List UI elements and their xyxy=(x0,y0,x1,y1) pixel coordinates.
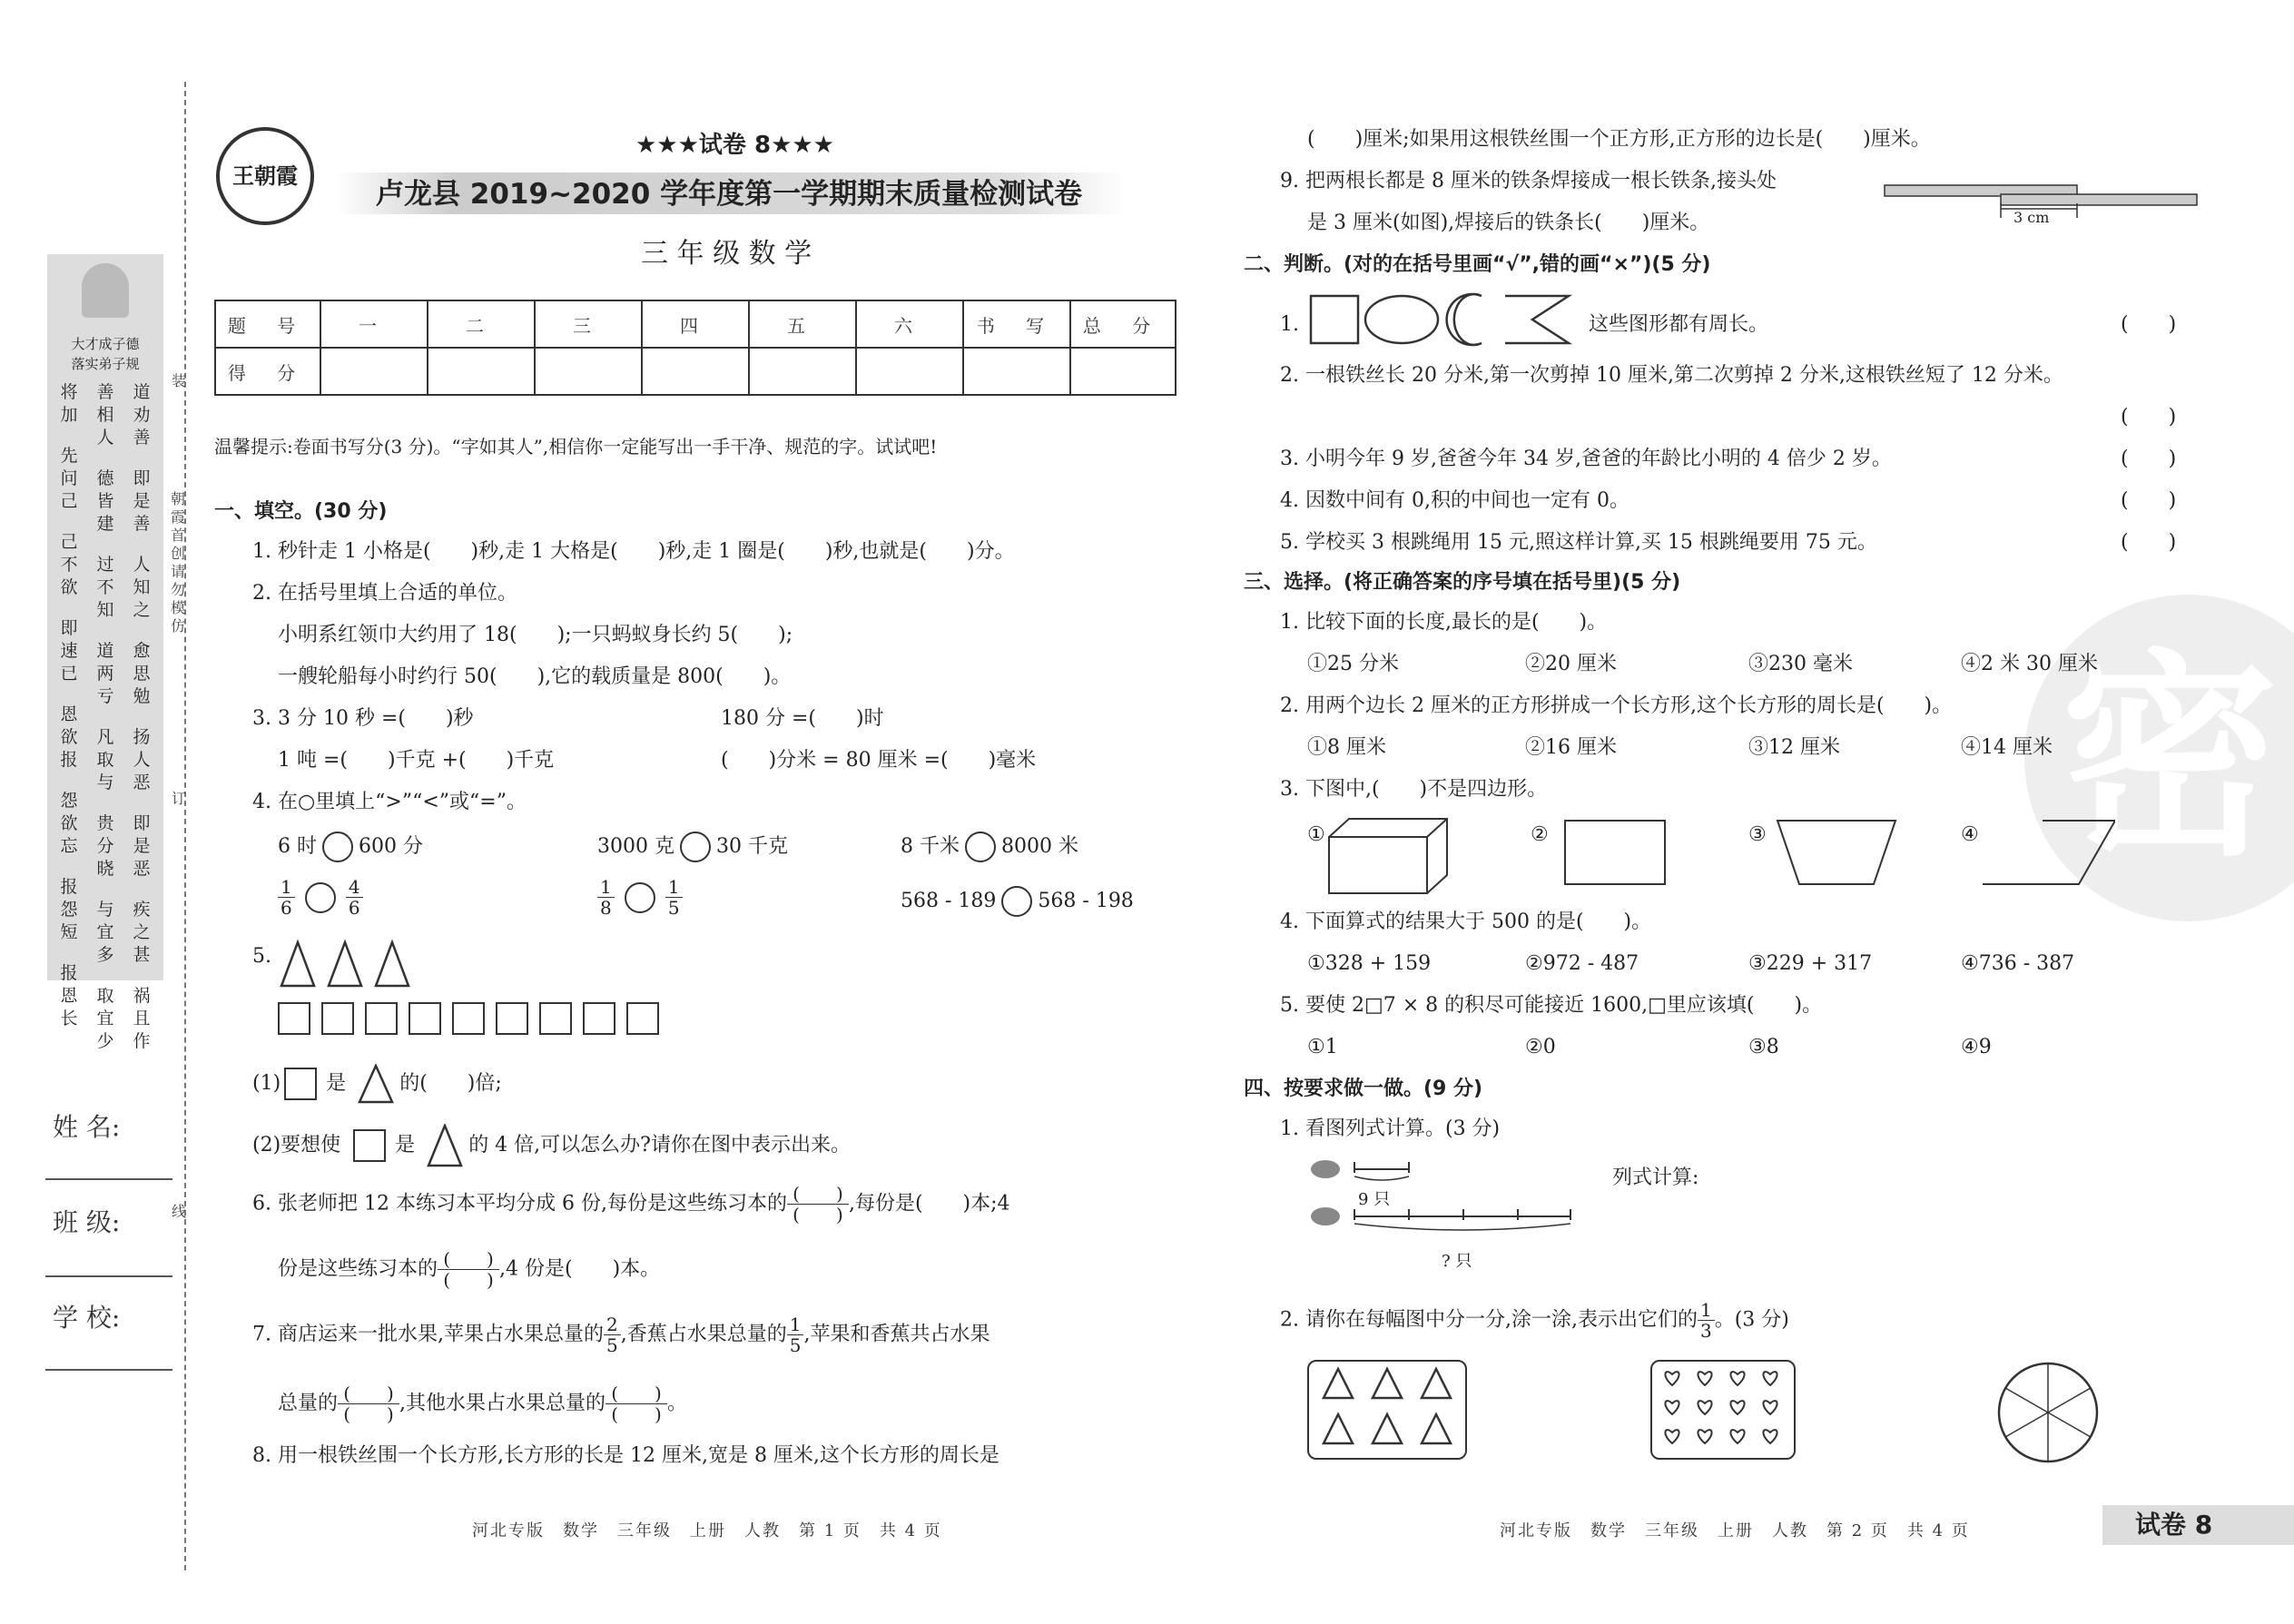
s2-q1-text: 这些图形都有周长。 xyxy=(1589,313,1769,336)
q7-line1: 7. 商店运来一批水果,苹果占水果总量的 $\frac{2}{5}$ ,香蕉占水果总量的 $\frac{1}{5}$ ,苹果和香蕉共占水果 xyxy=(252,1314,990,1356)
answer-paren[interactable]: ( ) xyxy=(2121,489,2177,512)
fraction-blank[interactable]: ( ) ( ) xyxy=(605,1383,667,1424)
s3-q5-text: 5. 要使 2□7 × 8 的积尽可能接近 1600,□里应该填( )。 xyxy=(1280,994,1823,1017)
square-icon xyxy=(626,1002,659,1035)
option[interactable]: ②0 xyxy=(1525,1036,1556,1058)
confidential-watermark: 密 xyxy=(2024,595,2294,921)
heart-icon xyxy=(1698,1430,1711,1443)
option[interactable]: ①25 分米 xyxy=(1307,653,1399,675)
s3-q2-text: 2. 用两个边长 2 厘米的正方形拼成一个长方形,这个长方形的周长是( )。 xyxy=(1280,694,1953,717)
score-cell: 一 xyxy=(320,300,428,348)
binding-mark-3: 线 xyxy=(171,1203,186,1220)
footer-left: 河北专版 数学 三年级 上册 人教 第 1 页 共 4 页 xyxy=(472,1521,942,1540)
compare-circle[interactable] xyxy=(1001,886,1032,917)
q5-2: (2)要想使 是 的 4 倍,可以怎么办?请你在图中表示出来。 xyxy=(252,1124,851,1167)
option[interactable]: ② xyxy=(1531,823,1549,846)
triangle-icon xyxy=(281,942,314,986)
motto-cell: 祸且作 xyxy=(133,986,151,1051)
compare-circle[interactable] xyxy=(625,882,655,913)
heart-icon xyxy=(1665,1372,1679,1385)
square-icon xyxy=(539,1002,572,1035)
square-icon xyxy=(365,1002,398,1035)
motto-cell: 凡取与 xyxy=(96,727,114,792)
motto-cell: 即速已 xyxy=(60,618,78,684)
triangle-icon xyxy=(1324,1369,1353,1398)
motto-cell: 即是善 xyxy=(133,468,151,534)
school-field[interactable] xyxy=(45,1369,172,1371)
name-field[interactable] xyxy=(45,1178,172,1180)
section3-title: 三、选择。(将正确答案的序号填在括号里)(5 分) xyxy=(1244,571,1681,594)
motto-cell: 取宜少 xyxy=(96,986,114,1051)
square-icon xyxy=(278,1002,310,1035)
motto-cell: 愈思勉 xyxy=(133,641,151,706)
option[interactable]: ① xyxy=(1307,823,1325,846)
option[interactable]: ②972 - 487 xyxy=(1525,952,1639,975)
motto-cell: 善相人 xyxy=(96,382,114,448)
q1-text: 1. 秒针走 1 小格是( )秒,走 1 大格是( )秒,走 1 圈是( )秒,也就是( )分。 xyxy=(252,540,1015,563)
score-label: 得 分 xyxy=(215,348,320,395)
crescent-icon xyxy=(1447,294,1482,345)
score-input[interactable] xyxy=(749,348,856,395)
comparison-diagram xyxy=(1307,1153,1580,1253)
option[interactable]: ④736 - 387 xyxy=(1961,952,2075,975)
heart-icon xyxy=(1730,1430,1744,1443)
q6-line1: 6. 张老师把 12 本练习本平均分成 6 份,每份是这些练习本的 ( ) ( ) ,每份是( )本;4 xyxy=(252,1183,1010,1225)
side-stamp: 朝霞首创请勿模仿 xyxy=(170,490,185,635)
score-cell: 二 xyxy=(428,300,535,348)
cuboid-icon xyxy=(1325,815,1452,897)
motto-cell: 德皆建 xyxy=(96,468,114,534)
s2-q2-text: 2. 一根铁丝长 20 分米,第一次剪掉 10 厘米,第二次剪掉 2 分米,这根铁丝短了 12 分米。 xyxy=(1280,364,2063,387)
motto-cell: 报怨短 xyxy=(60,877,78,942)
q4b: 3000 克 30 千克 xyxy=(597,832,788,862)
name-label: 姓 名: xyxy=(53,1112,121,1142)
paper-tag-footer: 试卷 8 xyxy=(2135,1510,2213,1540)
heart-icon xyxy=(1730,1401,1744,1414)
heart-icon xyxy=(1763,1430,1777,1443)
motto-cell: 道劝善 xyxy=(133,382,151,448)
q2-text: 2. 在括号里填上合适的单位。 xyxy=(252,582,517,605)
square-icon xyxy=(353,1129,386,1162)
motto-cell: 过不知 xyxy=(96,555,114,620)
logo-seal xyxy=(216,127,314,225)
shapes-figure xyxy=(1307,292,1580,347)
s3-q3-text: 3. 下图中,( )不是四边形。 xyxy=(1280,778,1548,801)
paper-tag: ★★★试卷 8★★★ xyxy=(635,132,834,159)
binding-mark-1: 装 xyxy=(171,372,186,389)
score-cell: 五 xyxy=(749,300,856,348)
section2-title: 二、判断。(对的在括号里画“√”,错的画“×”)(5 分) xyxy=(1244,253,1711,276)
option[interactable]: ③229 + 317 xyxy=(1748,952,1873,975)
triangle-icon xyxy=(1422,1369,1451,1398)
answer-paren[interactable]: ( ) xyxy=(2121,313,2177,336)
motto-cell: 贵分晓 xyxy=(96,813,114,879)
triangle-icon xyxy=(1422,1414,1451,1443)
diagram-label-1: 9 只 xyxy=(1358,1190,1391,1209)
heart-icon xyxy=(1730,1372,1744,1385)
heart-icon xyxy=(1665,1401,1679,1414)
option[interactable]: ②20 厘米 xyxy=(1525,653,1617,675)
q3a-text: 3. 3 分 10 秒 =( )秒 xyxy=(252,707,474,730)
diagram-label-2: ? 只 xyxy=(1442,1252,1472,1271)
s3-q1-text: 1. 比较下面的长度,最长的是( )。 xyxy=(1280,611,1608,634)
motto-cell: 扬人恶 xyxy=(133,727,151,792)
motto-cell: 先问己 xyxy=(60,446,78,511)
option[interactable]: ④9 xyxy=(1961,1036,1992,1058)
q7-line2: 总量的 ( ) ( ) ,其他水果占水果总量的 ( ) ( ) 。 xyxy=(278,1383,688,1425)
score-cell: 四 xyxy=(642,300,749,348)
q4e: $\frac{1}{8}$ $\frac{1}{5}$ xyxy=(597,877,683,918)
fraction-blank[interactable]: ( ) ( ) xyxy=(338,1383,399,1424)
q8-text: 8. 用一根铁丝围一个长方形,长方形的长是 12 厘米,宽是 8 厘米,这个长方形的周长是 xyxy=(252,1444,999,1467)
footer-right: 河北专版 数学 三年级 上册 人教 第 2 页 共 4 页 xyxy=(1500,1521,1970,1540)
q3c-text: 1 吨 =( )千克 +( )千克 xyxy=(278,749,555,772)
q9b-text: 是 3 厘米(如图),焊接后的铁条长( )厘米。 xyxy=(1307,212,1710,234)
score-input[interactable] xyxy=(1070,348,1176,395)
open-angle-icon xyxy=(1505,296,1569,343)
square-icon xyxy=(583,1002,615,1035)
heart-icon xyxy=(1698,1401,1711,1414)
option[interactable]: ③230 毫米 xyxy=(1748,653,1853,675)
q5-label: 5. xyxy=(252,945,271,968)
square-icon xyxy=(284,1068,317,1100)
logo-text: 王朝霞 xyxy=(232,163,298,189)
motto-cell: 道两亏 xyxy=(96,641,114,706)
triangle-icon xyxy=(358,1064,394,1104)
option[interactable]: ④ xyxy=(1961,823,1979,846)
score-cell: 总 分 xyxy=(1070,300,1176,348)
section1-title: 一、填空。(30 分) xyxy=(214,500,388,523)
compare-circle[interactable] xyxy=(965,832,996,862)
answer-paren[interactable]: ( ) xyxy=(2121,406,2177,428)
score-input[interactable] xyxy=(320,348,428,395)
binding-mark-2: 订 xyxy=(171,790,186,807)
score-table xyxy=(214,300,1177,396)
option[interactable]: ③ xyxy=(1748,823,1767,846)
q4c: 8 千米 8000 米 xyxy=(901,832,1078,862)
s2-q5-text: 5. 学校买 3 根跳绳用 15 元,照这样计算,买 15 根跳绳要用 75 元。 xyxy=(1280,531,1877,554)
motto-panel xyxy=(47,254,163,1051)
triangle-icon xyxy=(1324,1414,1353,1443)
square-icon xyxy=(321,1002,354,1035)
fraction-blank[interactable]: ( ) ( ) xyxy=(438,1249,499,1290)
work-label: 列式计算: xyxy=(1612,1166,1699,1189)
triangle-icon xyxy=(427,1124,463,1167)
square-icon xyxy=(409,1002,441,1035)
motto-cell: 即是恶 xyxy=(133,813,151,879)
triangles-box[interactable] xyxy=(1307,1360,1467,1460)
triangle-icon xyxy=(329,942,361,986)
motto-cell: 疾之甚 xyxy=(133,900,151,965)
option[interactable]: ①8 厘米 xyxy=(1307,736,1386,759)
option[interactable]: ④2 米 30 厘米 xyxy=(1961,653,2098,675)
cut-line xyxy=(184,82,186,1570)
trapezoid-icon xyxy=(1774,817,1901,890)
q3d-text: ( )分米 = 80 厘米 =( )毫米 xyxy=(721,749,1037,772)
heart-icon xyxy=(1665,1430,1679,1443)
ellipse-icon xyxy=(1365,296,1438,343)
score-cell: 三 xyxy=(535,300,642,348)
heart-icon xyxy=(1698,1372,1711,1385)
score-input[interactable] xyxy=(963,348,1070,395)
scholar-figure-icon xyxy=(82,263,129,318)
rectangle-icon xyxy=(1561,817,1670,890)
compare-circle[interactable] xyxy=(322,832,353,862)
answer-paren[interactable]: ( ) xyxy=(2121,531,2177,554)
triangles-figure xyxy=(278,939,423,989)
motto-cell: 恩欲报 xyxy=(60,704,78,770)
class-field[interactable] xyxy=(45,1275,172,1277)
answer-paren[interactable]: ( ) xyxy=(2121,448,2177,470)
option[interactable]: ③8 xyxy=(1748,1036,1779,1058)
squares-row xyxy=(278,1002,670,1035)
s4-q2-line: 2. 请你在每幅图中分一分,涂一涂,表示出它们的 $\frac{1}{3}$ 。(3 分) xyxy=(1280,1299,1789,1342)
q4-text: 4. 在○里填上“>”“<”或“=”。 xyxy=(252,791,527,813)
q2b-text: 一艘轮船每小时约行 50( ),它的载质量是 800( )。 xyxy=(278,665,792,688)
option[interactable]: ①328 + 159 xyxy=(1307,952,1432,975)
score-input[interactable] xyxy=(535,348,642,395)
motto-title-2: 落实弟子规 xyxy=(71,356,140,372)
subject-title: 三 年 级 数 学 xyxy=(641,238,812,270)
motto-cell: 将加 xyxy=(60,382,78,425)
triangle-icon xyxy=(1373,1369,1402,1398)
circle-divided-icon[interactable] xyxy=(1994,1358,2102,1467)
option[interactable]: ①1 xyxy=(1307,1036,1338,1058)
triangle-icon xyxy=(1373,1414,1402,1443)
square-icon xyxy=(1311,296,1358,343)
q5-1: (1) 是 的( )倍; xyxy=(252,1064,502,1104)
q4f: 568 - 189 568 - 198 xyxy=(901,886,1134,917)
score-cell: 书 写 xyxy=(963,300,1070,348)
score-input[interactable] xyxy=(856,348,963,395)
score-input[interactable] xyxy=(428,348,535,395)
motto-cell: 己不欲 xyxy=(60,532,78,597)
rabbit-icon xyxy=(1311,1160,1340,1178)
q4d: $\frac{1}{6}$ $\frac{4}{6}$ xyxy=(278,877,363,918)
motto-cell: 报恩长 xyxy=(60,963,78,1029)
s3-q4-text: 4. 下面算式的结果大于 500 的是( )。 xyxy=(1280,910,1652,933)
heart-icon xyxy=(1763,1372,1777,1385)
s4-q1-text: 1. 看图列式计算。(3 分) xyxy=(1280,1117,1501,1140)
score-cell: 六 xyxy=(856,300,963,348)
motto-cell: 与宜多 xyxy=(96,900,114,965)
open-shape-icon xyxy=(1979,817,2115,890)
tip-text: 温馨提示:卷面书写分(3 分)。“字如其人”,相信你一定能写出一手干净、规范的字。试试吧! xyxy=(214,436,938,458)
motto-title-1: 大才成子德 xyxy=(71,336,140,352)
s2-q4-text: 4. 因数中间有 0,积的中间也一定有 0。 xyxy=(1280,489,1629,512)
school-label: 学 校: xyxy=(53,1303,121,1333)
q8-cont: ( )厘米;如果用这根铁丝围一个正方形,正方形的边长是( )厘米。 xyxy=(1307,128,1931,151)
option[interactable]: ④14 厘米 xyxy=(1961,736,2053,759)
square-icon xyxy=(496,1002,528,1035)
fraction-blank[interactable]: ( ) ( ) xyxy=(787,1184,849,1225)
exam-title: 卢龙县 2019~2020 学年度第一学期期末质量检测试卷 xyxy=(376,178,1083,211)
q6-line2: 份是这些练习本的 ( ) ( ) ,4 份是( )本。 xyxy=(278,1248,661,1291)
motto-cell: 人知之 xyxy=(133,555,151,620)
motto-cell: 怨欲忘 xyxy=(60,791,78,856)
turtle-icon xyxy=(1311,1207,1340,1225)
score-input[interactable] xyxy=(642,348,749,395)
q3b-text: 180 分 =( )时 xyxy=(721,707,884,730)
class-label: 班 级: xyxy=(53,1207,121,1237)
bar-overlap-label: 3 cm xyxy=(2013,209,2050,226)
hearts-box[interactable] xyxy=(1650,1360,1796,1460)
compare-circle[interactable] xyxy=(305,882,336,913)
option[interactable]: ②16 厘米 xyxy=(1525,736,1617,759)
heart-icon xyxy=(1763,1401,1777,1414)
q2a-text: 小明系红领巾大约用了 18( );一只蚂蚁身长约 5( ); xyxy=(278,624,793,646)
square-icon xyxy=(452,1002,485,1035)
q9a-text: 9. 把两根长都是 8 厘米的铁条焊接成一根长铁条,接头处 xyxy=(1280,170,1777,192)
section4-title: 四、按要求做一做。(9 分) xyxy=(1244,1078,1483,1100)
q4a: 6 时 600 分 xyxy=(278,832,423,862)
option[interactable]: ③12 厘米 xyxy=(1748,736,1840,759)
score-cell: 题 号 xyxy=(215,300,320,348)
triangle-icon xyxy=(376,942,409,986)
compare-circle[interactable] xyxy=(680,832,711,862)
s2-q1-num: 1. xyxy=(1280,313,1299,336)
s2-q3-text: 3. 小明今年 9 岁,爸爸今年 34 岁,爸爸的年龄比小明的 4 倍少 2 岁。 xyxy=(1280,448,1892,470)
